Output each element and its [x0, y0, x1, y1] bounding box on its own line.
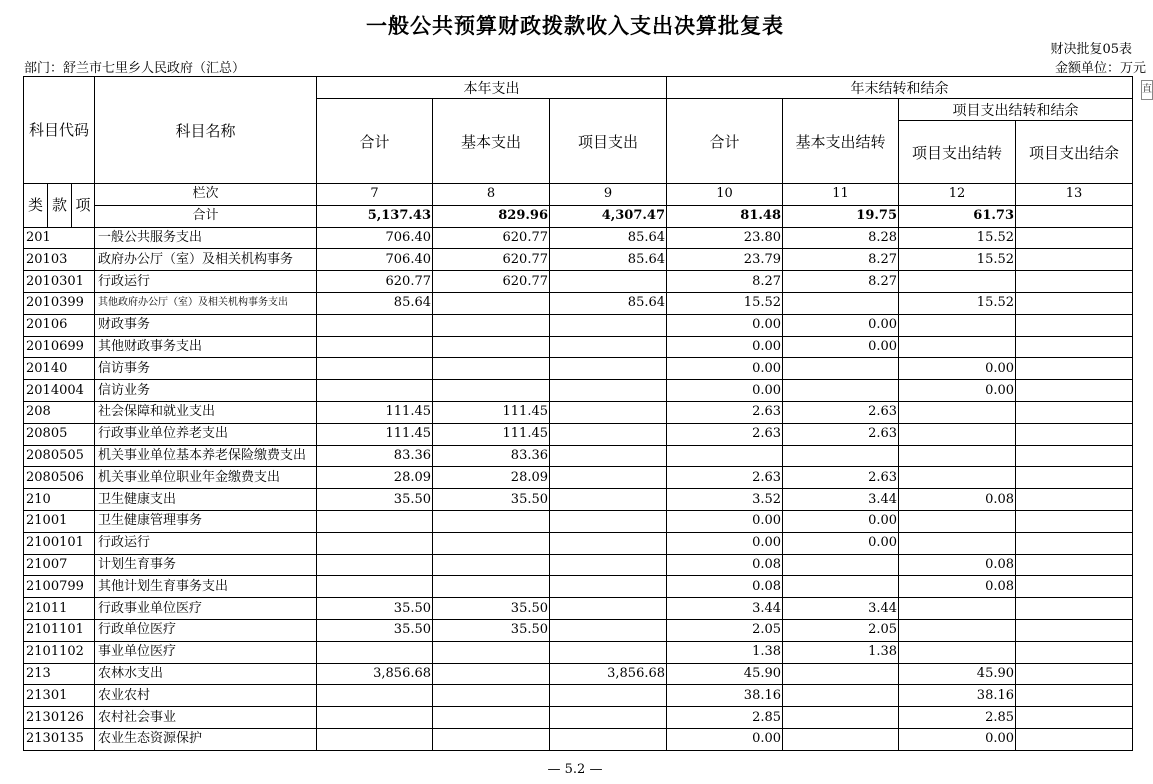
amount-cell: 2.05 [667, 619, 783, 641]
amount-cell [550, 685, 667, 707]
header-current-expenditure: 本年支出 [317, 77, 667, 99]
amount-cell [783, 380, 899, 402]
amount-cell [550, 380, 667, 402]
amount-unit-label: 金额单位：万元 [1054, 61, 1146, 76]
amount-cell: 0.00 [783, 314, 899, 336]
amount-cell: 706.40 [317, 249, 433, 271]
amount-cell [317, 358, 433, 380]
amount-cell [433, 576, 550, 598]
subject-name-cell: 政府办公厅（室）及相关机构事务 [95, 249, 317, 271]
table-row [24, 227, 1133, 249]
header-total-b: 合计 [667, 99, 783, 184]
amount-cell: 0.00 [899, 728, 1016, 750]
amount-cell [550, 445, 667, 467]
amount-cell [899, 401, 1016, 423]
subject-code-cell: 21011 [24, 598, 95, 620]
amount-cell [1016, 598, 1133, 620]
amount-cell: 3.44 [783, 598, 899, 620]
amount-cell [899, 467, 1016, 489]
amount-cell [317, 314, 433, 336]
header-project-expenditure: 项目支出 [550, 99, 667, 184]
amount-cell [1016, 532, 1133, 554]
column-number: 11 [783, 184, 899, 206]
subject-name-cell: 行政运行 [95, 532, 317, 554]
table-row [24, 401, 1133, 423]
subject-name-cell: 机关事业单位基本养老保险缴费支出 [95, 445, 317, 467]
amount-cell [550, 467, 667, 489]
page-number: — 5.2 — [547, 762, 603, 777]
amount-cell [783, 445, 899, 467]
amount-cell [317, 336, 433, 358]
subject-name-cell: 财政事务 [95, 314, 317, 336]
amount-cell [783, 685, 899, 707]
amount-cell [899, 641, 1016, 663]
subject-name-cell: 信访业务 [95, 380, 317, 402]
amount-cell [550, 358, 667, 380]
subject-name-cell: 其他计划生育事务支出 [95, 576, 317, 598]
amount-cell [667, 445, 783, 467]
table-row [24, 314, 1133, 336]
amount-cell: 35.50 [433, 489, 550, 511]
subject-name-cell: 农村社会事业 [95, 707, 317, 729]
amount-cell: 15.52 [899, 249, 1016, 271]
amount-cell: 111.45 [317, 423, 433, 445]
header-project-carryover: 项目支出结转 [899, 121, 1016, 184]
subject-code-cell: 20106 [24, 314, 95, 336]
amount-cell: 85.64 [550, 227, 667, 249]
table-row [24, 336, 1133, 358]
amount-cell: 2.63 [667, 401, 783, 423]
subject-name-cell: 机关事业单位职业年金缴费支出 [95, 467, 317, 489]
subject-code-cell: 201 [24, 227, 95, 249]
amount-cell [783, 663, 899, 685]
amount-cell: 3,856.68 [550, 663, 667, 685]
amount-cell [317, 554, 433, 576]
amount-cell: 1.38 [783, 641, 899, 663]
amount-cell: 45.90 [667, 663, 783, 685]
table-row [24, 292, 1133, 314]
column-number: 9 [550, 184, 667, 206]
amount-cell [550, 576, 667, 598]
table-row [24, 489, 1133, 511]
header-kuan: 款 [48, 184, 72, 228]
total-cell: 4,307.47 [550, 205, 667, 227]
amount-cell: 23.80 [667, 227, 783, 249]
amount-cell [1016, 576, 1133, 598]
amount-cell [1016, 510, 1133, 532]
amount-cell: 0.00 [667, 380, 783, 402]
subject-code-cell: 2101101 [24, 619, 95, 641]
amount-cell [783, 358, 899, 380]
amount-cell: 28.09 [433, 467, 550, 489]
amount-cell [1016, 314, 1133, 336]
amount-cell [1016, 380, 1133, 402]
amount-cell [317, 641, 433, 663]
amount-cell [899, 619, 1016, 641]
amount-cell: 35.50 [317, 489, 433, 511]
form-number: 财决批复05表 [1050, 42, 1132, 57]
subject-name-cell: 农业生态资源保护 [95, 728, 317, 750]
amount-cell [550, 314, 667, 336]
amount-cell: 2.63 [783, 423, 899, 445]
amount-cell: 0.00 [667, 510, 783, 532]
amount-cell [550, 401, 667, 423]
amount-cell: 0.00 [783, 510, 899, 532]
amount-cell: 23.79 [667, 249, 783, 271]
amount-cell: 85.64 [550, 249, 667, 271]
amount-cell [317, 576, 433, 598]
subject-name-cell: 行政运行 [95, 271, 317, 293]
header-year-end-balance: 年末结转和结余 [667, 77, 1133, 99]
table-row [24, 510, 1133, 532]
amount-cell [550, 728, 667, 750]
amount-cell: 620.77 [433, 271, 550, 293]
subject-code-cell: 2130135 [24, 728, 95, 750]
amount-cell: 15.52 [899, 292, 1016, 314]
amount-cell: 35.50 [433, 619, 550, 641]
amount-cell [783, 292, 899, 314]
amount-cell [433, 685, 550, 707]
amount-cell: 0.00 [667, 532, 783, 554]
amount-cell [433, 532, 550, 554]
subject-name-cell: 行政事业单位养老支出 [95, 423, 317, 445]
table-row [24, 532, 1133, 554]
amount-cell: 8.27 [783, 271, 899, 293]
amount-cell: 15.52 [899, 227, 1016, 249]
subject-code-cell: 2010399 [24, 292, 95, 314]
table-row [24, 641, 1133, 663]
table-row [24, 554, 1133, 576]
subject-name-cell: 卫生健康管理事务 [95, 510, 317, 532]
total-cell: 19.75 [783, 205, 899, 227]
table-row [24, 380, 1133, 402]
amount-cell [550, 598, 667, 620]
subject-name-cell: 一般公共服务支出 [95, 227, 317, 249]
column-number: 13 [1016, 184, 1133, 206]
amount-cell [783, 554, 899, 576]
subject-code-cell: 2014004 [24, 380, 95, 402]
amount-cell [899, 532, 1016, 554]
table-row [24, 619, 1133, 641]
amount-cell [1016, 641, 1133, 663]
subject-code-cell: 2080506 [24, 467, 95, 489]
amount-cell: 0.00 [667, 314, 783, 336]
subject-name-cell: 其他财政事务支出 [95, 336, 317, 358]
table-row [24, 271, 1133, 293]
amount-cell [433, 707, 550, 729]
table-row [24, 576, 1133, 598]
header-basic-carryover: 基本支出结转 [783, 99, 899, 184]
amount-cell: 28.09 [317, 467, 433, 489]
amount-cell [433, 336, 550, 358]
subject-name-cell: 卫生健康支出 [95, 489, 317, 511]
amount-cell: 35.50 [433, 598, 550, 620]
subject-name-cell: 行政事业单位医疗 [95, 598, 317, 620]
amount-cell [1016, 292, 1133, 314]
amount-cell: 45.90 [899, 663, 1016, 685]
amount-cell [1016, 271, 1133, 293]
amount-cell [783, 707, 899, 729]
amount-cell: 85.64 [550, 292, 667, 314]
amount-cell [433, 663, 550, 685]
subject-code-cell: 2100799 [24, 576, 95, 598]
subject-code-cell: 21001 [24, 510, 95, 532]
amount-cell: 3,856.68 [317, 663, 433, 685]
amount-cell [1016, 685, 1133, 707]
amount-cell [1016, 423, 1133, 445]
amount-cell [550, 707, 667, 729]
amount-cell: 8.27 [667, 271, 783, 293]
table-row [24, 663, 1133, 685]
amount-cell [433, 380, 550, 402]
amount-cell [433, 641, 550, 663]
total-cell: 61.73 [899, 205, 1016, 227]
amount-cell [550, 532, 667, 554]
amount-cell [1016, 619, 1133, 641]
header-total: 合计 [317, 99, 433, 184]
amount-cell [1016, 227, 1133, 249]
subject-name-cell: 事业单位医疗 [95, 641, 317, 663]
amount-cell: 3.44 [667, 598, 783, 620]
table-row [24, 728, 1133, 750]
subject-code-cell: 21007 [24, 554, 95, 576]
amount-cell: 15.52 [667, 292, 783, 314]
amount-cell [899, 423, 1016, 445]
subject-code-cell: 213 [24, 663, 95, 685]
subject-code-cell: 208 [24, 401, 95, 423]
amount-cell: 3.52 [667, 489, 783, 511]
total-cell: 5,137.43 [317, 205, 433, 227]
amount-cell: 0.08 [899, 489, 1016, 511]
amount-cell [433, 358, 550, 380]
amount-cell [1016, 358, 1133, 380]
amount-cell [317, 380, 433, 402]
amount-cell [1016, 445, 1133, 467]
subject-code-cell: 20140 [24, 358, 95, 380]
subject-name-cell: 行政单位医疗 [95, 619, 317, 641]
amount-cell [433, 314, 550, 336]
amount-cell: 706.40 [317, 227, 433, 249]
total-row-label: 合计 [95, 205, 317, 227]
table-row [24, 467, 1133, 489]
amount-cell [899, 598, 1016, 620]
amount-cell: 0.00 [783, 336, 899, 358]
amount-cell [1016, 728, 1133, 750]
amount-cell [550, 271, 667, 293]
amount-cell [550, 554, 667, 576]
amount-cell: 0.00 [667, 728, 783, 750]
amount-cell [1016, 489, 1133, 511]
amount-cell: 111.45 [433, 401, 550, 423]
amount-cell: 0.00 [667, 336, 783, 358]
column-number: 7 [317, 184, 433, 206]
amount-cell [899, 510, 1016, 532]
amount-cell: 0.08 [899, 576, 1016, 598]
subject-code-cell: 20103 [24, 249, 95, 271]
amount-cell [317, 532, 433, 554]
amount-cell: 2.05 [783, 619, 899, 641]
total-cell: 81.48 [667, 205, 783, 227]
amount-cell: 0.08 [667, 576, 783, 598]
header-subject-code: 科目代码 [24, 77, 95, 184]
amount-cell [317, 707, 433, 729]
amount-cell [899, 336, 1016, 358]
amount-cell [899, 445, 1016, 467]
subject-code-cell: 2010301 [24, 271, 95, 293]
table-row [24, 358, 1133, 380]
amount-cell: 0.00 [783, 532, 899, 554]
subject-code-cell: 210 [24, 489, 95, 511]
department-label: 部门：舒兰市七里乡人民政府（汇总） [24, 61, 246, 76]
column-number: 8 [433, 184, 550, 206]
amount-cell [1016, 467, 1133, 489]
column-number: 10 [667, 184, 783, 206]
amount-cell: 8.27 [783, 249, 899, 271]
subject-code-cell: 20805 [24, 423, 95, 445]
amount-cell [783, 728, 899, 750]
header-xiang: 项 [72, 184, 95, 228]
amount-cell [1016, 401, 1133, 423]
amount-cell: 83.36 [433, 445, 550, 467]
amount-cell [1016, 663, 1133, 685]
amount-cell [317, 728, 433, 750]
amount-cell [550, 336, 667, 358]
amount-cell: 0.08 [667, 554, 783, 576]
amount-cell: 2.63 [783, 467, 899, 489]
amount-cell: 620.77 [433, 227, 550, 249]
amount-cell: 35.50 [317, 598, 433, 620]
amount-cell: 111.45 [433, 423, 550, 445]
budget-table [23, 76, 1133, 751]
header-basic-expenditure: 基本支出 [433, 99, 550, 184]
side-tab-icon[interactable]: 直 [1141, 80, 1153, 100]
amount-cell: 111.45 [317, 401, 433, 423]
table-row [24, 707, 1133, 729]
page-title: 一般公共预算财政拨款收入支出决算批复表 [366, 13, 784, 38]
subject-code-cell: 2010699 [24, 336, 95, 358]
amount-cell: 0.00 [899, 358, 1016, 380]
amount-cell [1016, 249, 1133, 271]
amount-cell: 2.63 [783, 401, 899, 423]
column-number: 12 [899, 184, 1016, 206]
subject-code-cell: 2080505 [24, 445, 95, 467]
header-subject-name: 科目名称 [95, 77, 317, 184]
amount-cell [550, 510, 667, 532]
subject-code-cell: 2100101 [24, 532, 95, 554]
subject-name-cell: 社会保障和就业支出 [95, 401, 317, 423]
header-project-surplus: 项目支出结余 [1016, 121, 1133, 184]
amount-cell [550, 489, 667, 511]
amount-cell: 2.63 [667, 423, 783, 445]
amount-cell [899, 314, 1016, 336]
total-cell: 829.96 [433, 205, 550, 227]
amount-cell: 2.63 [667, 467, 783, 489]
header-lei: 类 [24, 184, 48, 228]
subject-name-cell: 农业农村 [95, 685, 317, 707]
amount-cell [317, 510, 433, 532]
subject-code-cell: 21301 [24, 685, 95, 707]
amount-cell: 0.08 [899, 554, 1016, 576]
subject-name-cell: 农林水支出 [95, 663, 317, 685]
subject-name-cell: 计划生育事务 [95, 554, 317, 576]
amount-cell [550, 619, 667, 641]
column-number-label: 栏次 [95, 184, 317, 206]
amount-cell [1016, 336, 1133, 358]
amount-cell [317, 685, 433, 707]
amount-cell: 0.00 [667, 358, 783, 380]
amount-cell: 2.85 [899, 707, 1016, 729]
amount-cell: 35.50 [317, 619, 433, 641]
amount-cell [550, 423, 667, 445]
amount-cell [433, 728, 550, 750]
table-row [24, 423, 1133, 445]
amount-cell [550, 641, 667, 663]
total-cell [1016, 205, 1133, 227]
amount-cell: 2.85 [667, 707, 783, 729]
amount-cell: 620.77 [317, 271, 433, 293]
subject-code-cell: 2130126 [24, 707, 95, 729]
amount-cell: 38.16 [667, 685, 783, 707]
header-project-balance-group: 项目支出结转和结余 [899, 99, 1133, 121]
amount-cell [433, 510, 550, 532]
amount-cell [899, 271, 1016, 293]
amount-cell: 0.00 [899, 380, 1016, 402]
table-row [24, 249, 1133, 271]
amount-cell: 3.44 [783, 489, 899, 511]
amount-cell: 1.38 [667, 641, 783, 663]
amount-cell: 38.16 [899, 685, 1016, 707]
table-row [24, 685, 1133, 707]
amount-cell [783, 576, 899, 598]
table-row [24, 598, 1133, 620]
table-row [24, 445, 1133, 467]
amount-cell [1016, 707, 1133, 729]
amount-cell [1016, 554, 1133, 576]
amount-cell: 620.77 [433, 249, 550, 271]
amount-cell: 83.36 [317, 445, 433, 467]
subject-name-cell: 信访事务 [95, 358, 317, 380]
subject-code-cell: 2101102 [24, 641, 95, 663]
amount-cell: 8.28 [783, 227, 899, 249]
amount-cell: 85.64 [317, 292, 433, 314]
amount-cell [433, 554, 550, 576]
amount-cell [433, 292, 550, 314]
subject-name-cell: 其他政府办公厅（室）及相关机构事务支出 [95, 292, 317, 314]
